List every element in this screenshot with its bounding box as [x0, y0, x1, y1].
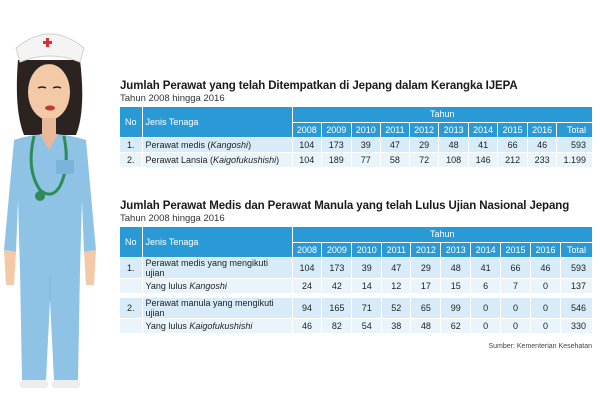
year-header: 2016: [531, 242, 561, 257]
value-cell: 0: [531, 318, 561, 333]
row-label: [142, 278, 292, 293]
header-jenis: Jenis Tenaga: [142, 227, 292, 257]
row-number: [120, 318, 142, 333]
year-header: 2015: [501, 242, 531, 257]
table2-section: [120, 200, 592, 333]
value-cell: 104: [292, 257, 322, 278]
value-cell: 58: [381, 152, 410, 167]
row-label-text: Perawat medis yang mengikuti ujian: [145, 257, 269, 278]
value-cell: 0: [531, 297, 561, 318]
total-cell: 546: [560, 297, 592, 318]
row-label-italic: Kaigofukushishi: [189, 320, 253, 331]
value-cell: 65: [411, 297, 441, 318]
year-header: Total: [557, 122, 592, 137]
row-label-italic: Kaigofukushishi: [213, 154, 277, 165]
row-label: [142, 137, 292, 152]
total-cell: 137: [560, 278, 592, 293]
value-cell: 17: [411, 278, 441, 293]
row-label-end: ): [276, 154, 280, 165]
value-cell: 108: [439, 152, 469, 167]
table1-header-row: [120, 107, 592, 122]
year-header: 2010: [352, 242, 382, 257]
table-row: [120, 257, 592, 278]
row-label-text: Perawat medis (: [145, 139, 211, 150]
value-cell: 99: [441, 297, 471, 318]
header-tahun: Tahun: [429, 229, 455, 240]
year-header: 2009: [322, 122, 352, 137]
value-cell: 48: [441, 257, 471, 278]
value-cell: 173: [322, 137, 352, 152]
row-label-text: Yang lulus: [145, 320, 190, 331]
value-cell: 29: [411, 257, 441, 278]
row-number: 1.: [120, 257, 142, 278]
table2: [120, 227, 592, 333]
value-cell: 7: [501, 278, 531, 293]
value-cell: 189: [322, 152, 352, 167]
value-cell: 39: [351, 137, 381, 152]
value-cell: 6: [471, 278, 501, 293]
row-number: 2.: [120, 297, 142, 318]
row-number: 1.: [120, 137, 142, 152]
value-cell: 46: [527, 137, 557, 152]
value-cell: 71: [352, 297, 382, 318]
table2-header-row: [120, 227, 592, 242]
table-row: [120, 137, 592, 152]
row-label-text: Perawat manula yang mengikuti ujian: [145, 297, 274, 318]
value-cell: 12: [382, 278, 411, 293]
row-label-end: ): [248, 139, 252, 150]
row-label-italic: Kangoshi: [189, 280, 227, 291]
value-cell: 66: [498, 137, 528, 152]
value-cell: 77: [351, 152, 381, 167]
year-header: 2015: [498, 122, 528, 137]
year-header: Total: [560, 242, 592, 257]
value-cell: 46: [292, 318, 322, 333]
year-header: 2014: [471, 242, 501, 257]
year-header: 2013: [439, 122, 469, 137]
value-cell: 48: [411, 318, 441, 333]
value-cell: 47: [382, 257, 411, 278]
value-cell: 29: [409, 137, 439, 152]
value-cell: 0: [471, 318, 501, 333]
value-cell: 15: [441, 278, 471, 293]
value-cell: 52: [382, 297, 411, 318]
value-cell: 54: [352, 318, 382, 333]
year-header: 2014: [468, 122, 498, 137]
value-cell: 146: [468, 152, 498, 167]
value-cell: 66: [501, 257, 531, 278]
value-cell: 72: [409, 152, 439, 167]
table1-title: Jumlah Perawat yang telah Ditempatkan di Jepang dalam Kerangka IJEPA: [120, 80, 518, 92]
row-label: [142, 297, 292, 318]
header-tahun: Tahun: [429, 109, 455, 120]
value-cell: 47: [381, 137, 410, 152]
table2-subtitle: Tahun 2008 hingga 2016: [120, 213, 225, 224]
value-cell: 165: [322, 297, 352, 318]
row-label: [142, 257, 292, 278]
year-header: 2011: [382, 242, 411, 257]
source-note: Sumber: Kementerian Kesehatan: [488, 343, 592, 350]
value-cell: 24: [292, 278, 322, 293]
row-number: 2.: [120, 152, 142, 167]
value-cell: 48: [439, 137, 469, 152]
value-cell: 41: [468, 137, 498, 152]
value-cell: 94: [292, 297, 322, 318]
table-row: [120, 318, 592, 333]
header-jenis: Jenis Tenaga: [142, 107, 292, 137]
value-cell: 173: [322, 257, 352, 278]
table1-subtitle: Tahun 2008 hingga 2016: [120, 93, 225, 104]
value-cell: 38: [382, 318, 411, 333]
row-label: [142, 152, 292, 167]
total-cell: 330: [560, 318, 592, 333]
value-cell: 42: [322, 278, 352, 293]
header-no: No: [120, 107, 142, 137]
value-cell: 233: [527, 152, 557, 167]
value-cell: 0: [471, 297, 501, 318]
year-header: 2010: [351, 122, 381, 137]
value-cell: 14: [352, 278, 382, 293]
value-cell: 46: [531, 257, 561, 278]
value-cell: 0: [531, 278, 561, 293]
table1-section: [120, 80, 592, 167]
year-header: 2013: [441, 242, 471, 257]
table-row: [120, 278, 592, 293]
total-cell: 593: [560, 257, 592, 278]
year-header: 2008: [292, 122, 322, 137]
table2-title: Jumlah Perawat Medis dan Perawat Manula yang telah Lulus Ujian Nasional Jepang: [120, 200, 570, 212]
table1: [120, 107, 592, 167]
year-header: 2009: [322, 242, 352, 257]
row-label: [142, 318, 292, 333]
value-cell: 0: [501, 297, 531, 318]
row-label-italic: Kangoshi: [210, 139, 249, 150]
value-cell: 104: [292, 137, 322, 152]
value-cell: 39: [352, 257, 382, 278]
row-label-text: Perawat Lansia (: [145, 154, 214, 165]
value-cell: 62: [441, 318, 471, 333]
year-header: 2012: [409, 122, 439, 137]
value-cell: 41: [471, 257, 501, 278]
total-cell: 593: [557, 137, 592, 152]
row-number: [120, 278, 142, 293]
row-label-text: Yang lulus: [145, 280, 190, 291]
header-no: No: [120, 227, 142, 257]
value-cell: 104: [292, 152, 322, 167]
year-header: 2016: [527, 122, 557, 137]
table-row: [120, 297, 592, 318]
year-header: 2011: [381, 122, 410, 137]
nurse-illustration: [0, 0, 110, 400]
year-header: 2012: [411, 242, 441, 257]
year-header: 2008: [292, 242, 322, 257]
table-row: [120, 152, 592, 167]
total-cell: 1.199: [557, 152, 592, 167]
value-cell: 212: [498, 152, 528, 167]
value-cell: 82: [322, 318, 352, 333]
value-cell: 0: [501, 318, 531, 333]
